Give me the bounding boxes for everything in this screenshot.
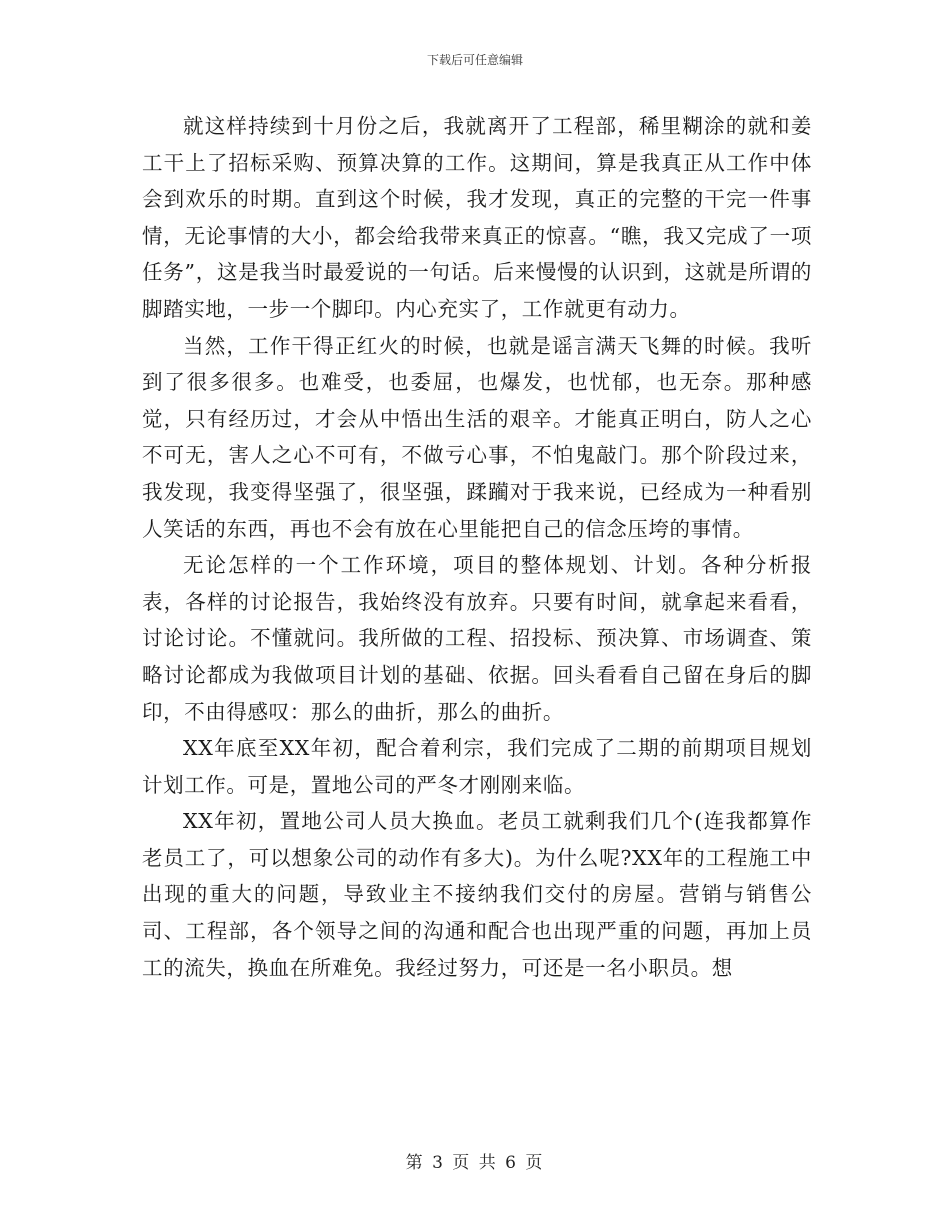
page-header: 下载后可任意编辑 xyxy=(426,53,523,67)
page-number: 第 3 页 共 6 页 xyxy=(405,1153,545,1173)
paragraph-4: XX年底至XX年初，配合着利宗，我们完成了二期的前期项目规划计划工作。可是，置地公司的严冬才刚刚来临。 xyxy=(142,736,812,797)
paragraph-5: XX年初，置地公司人员大换血。老员工就剩我们几个(连我都算作老员工了，可以想象公司的动作有多大)。为什么呢?XX年的工程施工中出现的重大的问题，导致业主不接纳我们交付的房屋。营销与销售公司、工程部，各个领导之间的沟通和配合也出现严重的问题，再加上员工的流失，换血在所难免。我经过努力，可还是一名小职员。想 xyxy=(142,809,812,980)
paragraph-2: 当然，工作干得正红火的时候，也就是谣言满天飞舞的时候。我听到了很多很多。也难受，也委屈，也爆发，也忧郁，也无奈。那种感觉，只有经历过，才会从中悟出生活的艰辛。才能真正明白，防人之心不可无，害人之心不可有，不做亏心事，不怕鬼敲门。那个阶段过来，我发现，我变得坚强了，很坚强，蹂躏对于我来说，已经成为一种看别人笑话的东西，再也不会有放在心里能把自己的信念压垮的事情。 xyxy=(142,333,812,541)
document-body xyxy=(142,108,812,986)
paragraph-1: 就这样持续到十月份之后，我就离开了工程部，稀里糊涂的就和姜工干上了招标采购、预算决算的工作。这期间，算是我真正从工作中体会到欢乐的时期。直到这个时候，我才发现，真正的完整的干完一件事情，无论事情的大小，都会给我带来真正的惊喜。“瞧，我又完成了一项任务”，这是我当时最爱说的一句话。后来慢慢的认识到，这就是所谓的脚踏实地，一步一个脚印。内心充实了，工作就更有动力。 xyxy=(142,114,812,321)
paragraph-3: 无论怎样的一个工作环境，项目的整体规划、计划。各种分析报表，各样的讨论报告，我始终没有放弃。只要有时间，就拿起来看看，讨论讨论。不懂就问。我所做的工程、招投标、预决算、市场调查、策略讨论都成为我做项目计划的基础、依据。回头看看自己留在身后的脚印，不由得感叹：那么的曲折，那么的曲折。 xyxy=(142,553,812,724)
